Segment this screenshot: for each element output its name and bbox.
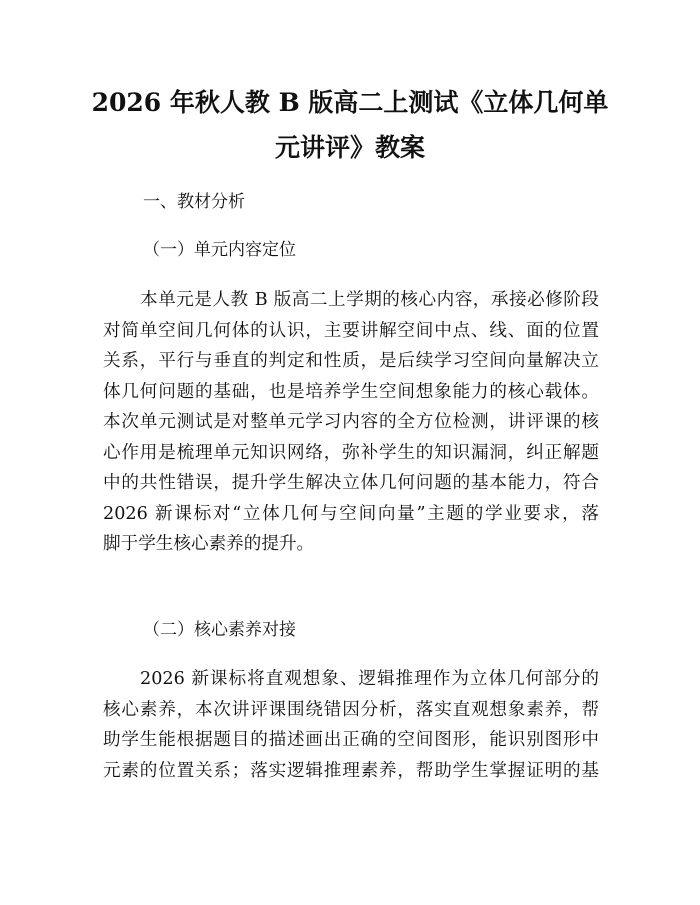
paragraph-line: 关系，平行与垂直的判定和性质，是后续学习空间向量解决立 — [103, 351, 599, 371]
section-heading-materials-analysis: 一、教材分析 — [143, 192, 245, 212]
paragraph-line: 中的共性错误，提升学生解决立体几何问题的基本能力，符合 — [103, 473, 599, 493]
paragraph-line: 心作用是梳理单元知识网络，弥补学生的知识漏洞，纠正解题 — [103, 442, 599, 463]
paragraph-line: 体几何问题的基础，也是培养学生空间想象能力的核心载体。 — [103, 381, 599, 402]
paragraph-line: 元素的位置关系；落实逻辑推理素养，帮助学生掌握证明的基 — [103, 760, 599, 781]
paragraph-line: 对简单空间几何体的认识，主要讲解空间中点、线、面的位置 — [103, 320, 599, 341]
subsection-heading-unit-positioning: （一）单元内容定位 — [143, 240, 296, 260]
paragraph-line: 2026 新课标对“立体几何与空间向量”主题的学业要求，落 — [103, 503, 599, 524]
paragraph-unit-positioning — [103, 285, 599, 560]
paragraph-line: 脚于学生核心素养的提升。 — [103, 534, 315, 554]
paragraph-line: 2026 新课标将直观想象、逻辑推理作为立体几何部分的 — [140, 669, 599, 689]
paragraph-line: 本单元是人教 B 版高二上学期的核心内容，承接必修阶段 — [140, 290, 599, 310]
paragraph-line: 本次单元测试是对整单元学习内容的全方位检测，讲评课的核 — [103, 412, 599, 432]
document-title-line-1: 2026 年秋人教 B 版高二上测试《立体几何单 — [91, 88, 609, 117]
paragraph-line: 助学生能根据题目的描述画出正确的空间图形，能识别图形中 — [103, 730, 599, 750]
document-title-line-2: 元讲评》教案 — [274, 133, 425, 162]
subsection-heading-core-literacy: （二）核心素养对接 — [143, 620, 296, 640]
paragraph-line: 核心素养，本次讲评课围绕错因分析，落实直观想象素养，帮 — [103, 699, 599, 720]
paragraph-core-literacy — [103, 664, 599, 786]
